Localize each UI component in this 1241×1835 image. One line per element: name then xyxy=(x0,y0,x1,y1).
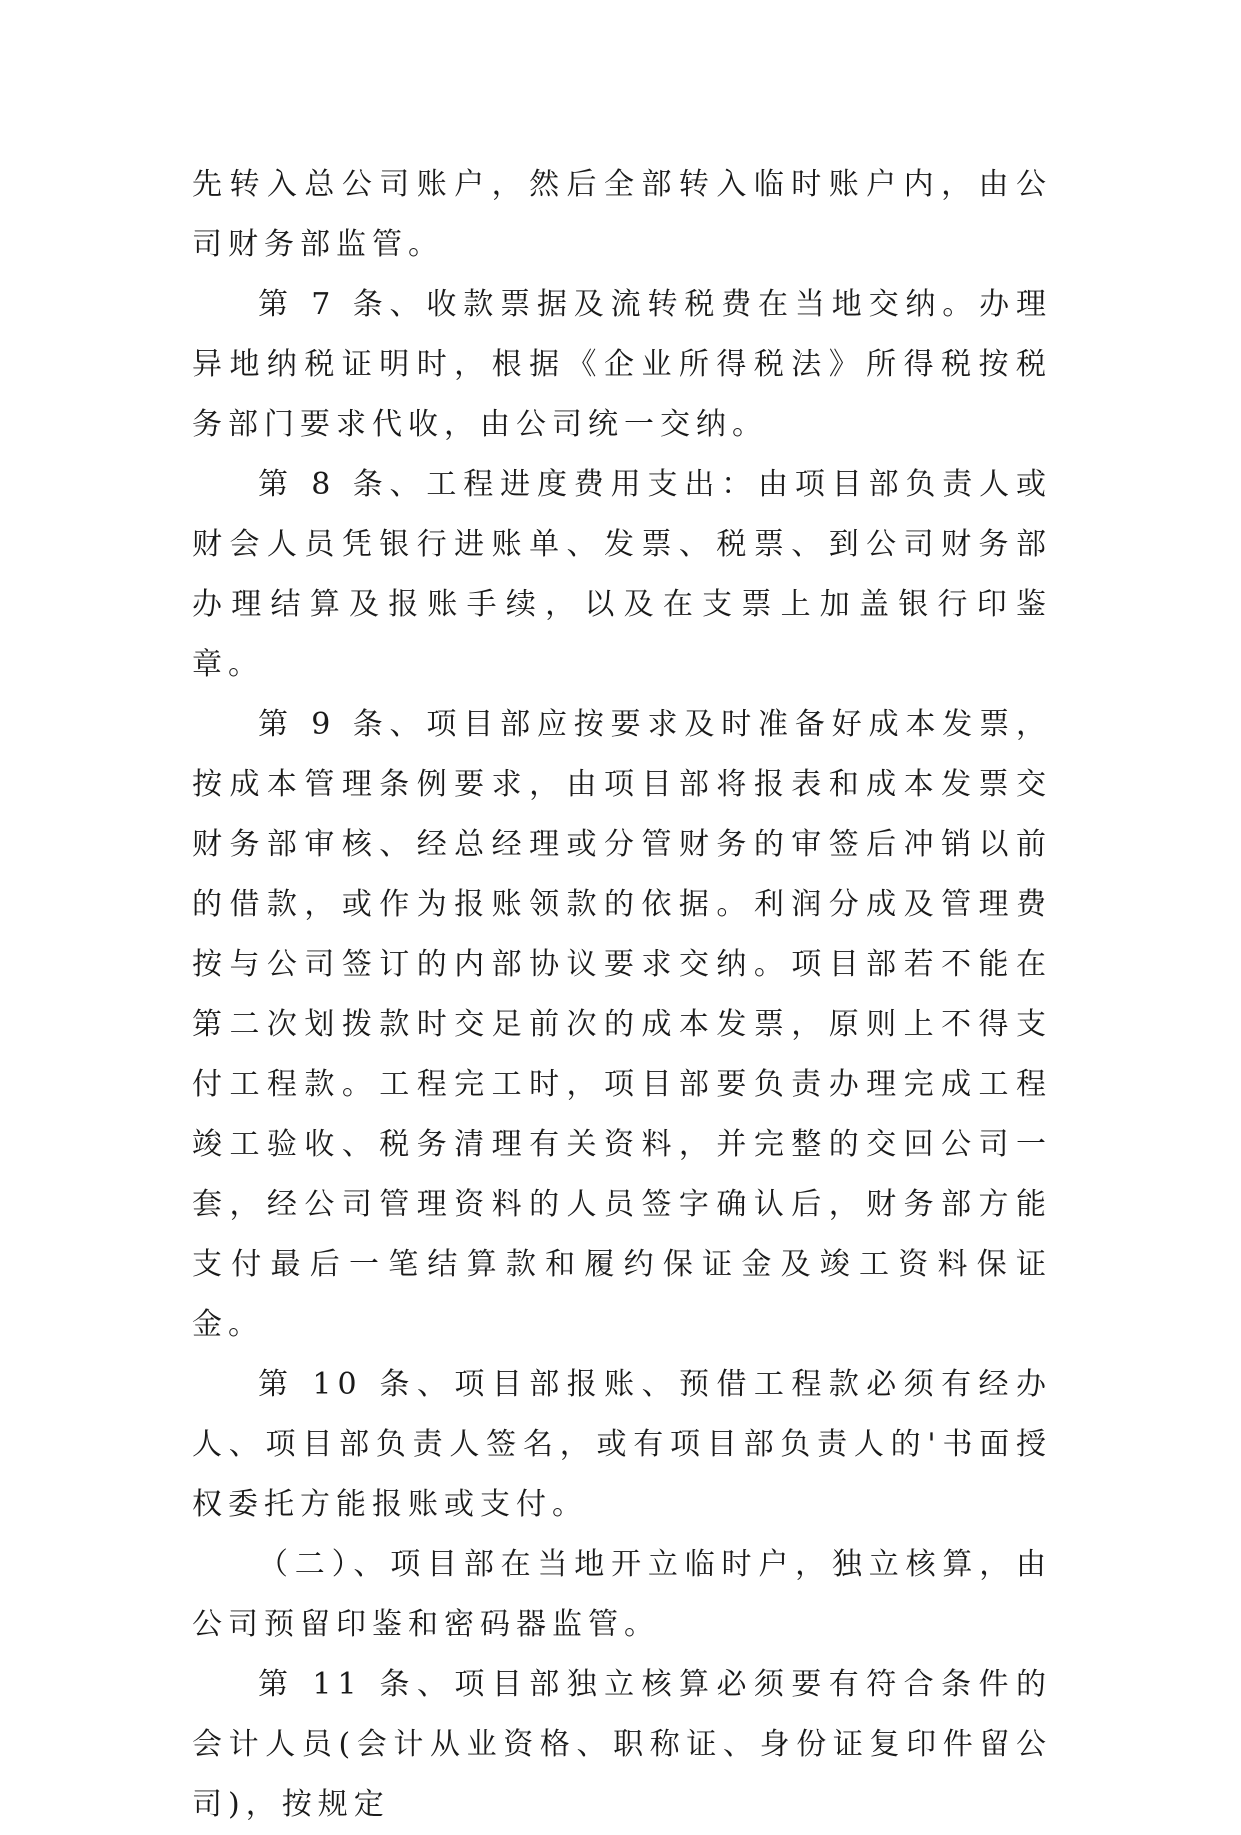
paragraph-article-7: 第 7 条、收款票据及流转税费在当地交纳。办理异地纳税证明时，根据《企业所得税法》所得税按税务部门要求代收，由公司统一交纳。 xyxy=(192,287,1052,442)
paragraph-article-10: 第 10 条、项目部报账、预借工程款必须有经办人、项目部负责人签名，或有项目部负责人的'书面授权委托方能报账或支付。 xyxy=(192,1367,1052,1522)
paragraph-article-11: 第 11 条、项目部独立核算必须要有符合条件的会计人员(会计从业资格、职称证、身份证复印件留公司)，按规定 xyxy=(192,1667,1052,1822)
document-body xyxy=(192,155,1052,1835)
paragraph-article-8: 第 8 条、工程进度费用支出：由项目部负责人或财会人员凭银行进账单、发票、税票、到公司财务部办理结算及报账手续，以及在支票上加盖银行印鉴章。 xyxy=(192,467,1052,682)
paragraph-section-2: （二）、项目部在当地开立临时户，独立核算，由公司预留印鉴和密码器监管。 xyxy=(192,1547,1052,1642)
paragraph-continuation: 先转入总公司账户，然后全部转入临时账户内，由公司财务部监管。 xyxy=(192,167,1052,262)
paragraph-article-9: 第 9 条、项目部应按要求及时准备好成本发票，按成本管理条例要求，由项目部将报表和成本发票交财务部审核、经总经理或分管财务的审签后冲销以前的借款，或作为报账领款的依据。利润分成及管理费按与公司签订的内部协议要求交纳。项目部若不能在第二次划拨款时交足前次的成本发票，原则上不得支付工程款。工程完工时，项目部要负责办理完成工程竣工验收、税务清理有关资料，并完整的交回公司一套，经公司管理资料的人员签字确认后，财务部方能支付最后一笔结算款和履约保证金及竣工资料保证金。 xyxy=(192,707,1052,1342)
